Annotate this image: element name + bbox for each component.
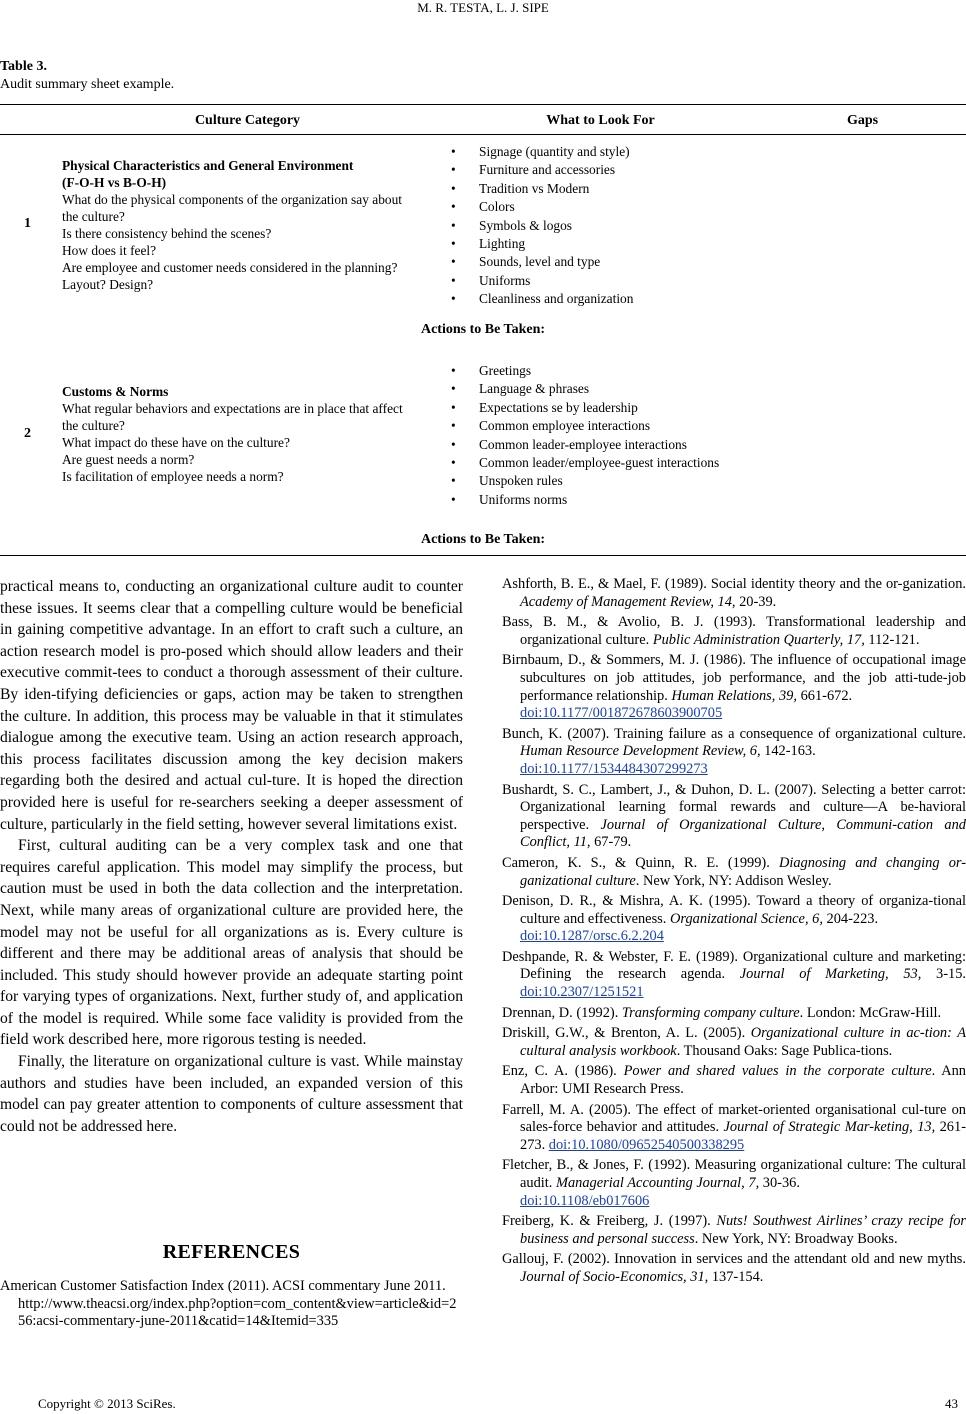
look-for-item: • Common employee interactions (448, 417, 719, 435)
reference-source: Human Resource Development Review, 6, (520, 743, 761, 760)
row-number: 1 (24, 216, 31, 231)
reference-source: Managerial Accounting Journal, 7, (555, 1175, 760, 1191)
category-title: Physical Characteristics and General Environment (62, 158, 354, 173)
look-for-item: • Uniforms (448, 272, 633, 290)
reference-details: 261-273. (520, 1119, 966, 1153)
reference-entry (502, 1157, 966, 1210)
reference-details: 661-672. (796, 687, 853, 704)
reference-source: Nuts! Southwest Airlines’ crazy recipe for business and personal success (520, 1213, 966, 1247)
look-for-item: • Sounds, level and type (448, 253, 633, 271)
reference-source: Transforming company culture (621, 1004, 800, 1021)
reference-authors-title: Enz, C. A. (1986). (502, 1063, 624, 1080)
doi-link[interactable]: doi:10.1177/001872678603900705 (520, 705, 723, 722)
running-header: M. R. TESTA, L. J. SIPE (417, 0, 549, 15)
look-for-list (448, 143, 633, 309)
reference-authors-title: Birnbaum, D., & Sommers, M. J. (1986). The influence of occupational image subcultures on job attitudes, job performance, and the job atti-tude-job performance relationship. (502, 652, 966, 704)
reference-details: 112-121. (864, 631, 920, 648)
reference-source: Public Administration Quarterly, 17, (652, 631, 865, 648)
reference-url: http://www.theacsi.org/index.php?option=com_content&view=article&id=256:acsi-commentary-june-2011&catid=14&Itemid=335 (18, 1295, 457, 1330)
reference-authors-title: Freiberg, K. & Freiberg, J. (1997). (502, 1213, 717, 1230)
category-subtitle: (F-O-H vs B-O-H) (62, 175, 167, 190)
look-for-item: • Greetings (448, 362, 719, 380)
reference-details: . London: McGraw-Hill. (799, 1004, 942, 1021)
column-header-what-to-look-for: What to Look For (546, 113, 655, 128)
reference-details: 137-154. (708, 1268, 764, 1285)
reference-details: 3-15. (921, 966, 966, 983)
look-for-item: • Unspoken rules (448, 472, 719, 490)
column-header-culture-category: Culture Category (194, 113, 301, 128)
table-top-rule (0, 104, 966, 105)
reference-source: Journal of Organizational Culture, Communi-cation and Conflict, 11, (520, 816, 966, 851)
body-column-left (0, 576, 463, 1137)
page-number: 43 (945, 1396, 958, 1411)
category-cell (62, 383, 412, 485)
look-for-item: • Signage (quantity and style) (448, 143, 633, 161)
reference-authors-title: Ashforth, B. E., & Mael, F. (1989). Social identity theory and the or-ganization. (502, 576, 966, 592)
reference-authors-title: Bushardt, S. C., Lambert, J., & Duhon, D. L. (2007). Selecting a better carrot: Organizational learning formal rewards and culture—A be-havioral perspective. (502, 781, 966, 833)
row-number: 2 (24, 426, 31, 441)
look-for-list (448, 362, 719, 509)
body-paragraph: First, cultural auditing can be a very complex task and one that requires careful application. This model may simplify the process, but caution must be used in both the data collection and the interpretation. Next, while many areas of organizational culture are provided here, the model may not be useful for all organizations as is. Every culture is different and there may be additional areas of analysis that should be included. This study should however provide an adequate starting point for varying types of organizations. Next, further study of, and application of the model is required. While some face validity is provided from the field work described here, more rigorous testing is needed. (0, 837, 463, 1049)
doi-link[interactable]: doi:10.1177/1534484307299273 (520, 760, 708, 777)
table-caption (0, 58, 174, 94)
reference-details: . Ann Arbor: UMI Research Press. (520, 1063, 966, 1098)
reference-source: Journal of Marketing, 53, (739, 966, 922, 983)
body-paragraph: Finally, the literature on organizational culture is vast. While mainstay authors and studies have been included, an expanded version of this model can pay greater attention to components of culture assessment that could not be addressed here. (0, 1053, 463, 1135)
look-for-item: • Colors (448, 198, 633, 216)
category-question: How does it feel? (62, 243, 157, 258)
reference-details: 67-79. (590, 834, 632, 851)
reference-source: Human Relations, 39, (671, 687, 797, 704)
reference-authors-title: Fletcher, B., & Jones, F. (1992). Measuring organizational culture: The cultural audit. (502, 1157, 966, 1191)
reference-source: Academy of Management Review, 14, (520, 593, 736, 610)
doi-link[interactable]: doi:10.1287/orsc.6.2.204 (520, 928, 664, 945)
actions-label: Actions to Be Taken: (420, 532, 546, 547)
footer-copyright: Copyright © 2013 SciRes. (38, 1396, 176, 1411)
doi-link[interactable]: doi:10.1108/eb017606 (520, 1192, 650, 1209)
doi-link[interactable]: doi:10.1080/09652540500338295 (548, 1136, 745, 1153)
reference-entry (502, 1005, 966, 1023)
reference-authors-title: Deshpande, R. & Webster, F. E. (1989). Organizational culture and marketing: Defining the research agenda. (502, 948, 966, 983)
reference-entry (502, 576, 966, 611)
reference-entry (502, 1251, 966, 1286)
look-for-item: • Language & phrases (448, 380, 719, 398)
reference-authors-title: Gallouj, F. (2002). Innovation in services and the attendant old and new myths. (502, 1251, 966, 1268)
reference-entry (502, 893, 966, 946)
doi-link[interactable]: doi:10.2307/1251521 (520, 984, 644, 1001)
actions-label: Actions to Be Taken: (420, 322, 546, 337)
reference-entry (502, 1213, 966, 1248)
reference-details: 30-36. (759, 1175, 800, 1191)
reference-details: 204-223. (822, 910, 879, 927)
category-cell (62, 157, 412, 293)
reference-source: Organizational culture in ac-tion: A cultural analysis workbook (520, 1025, 966, 1059)
category-title: Customs & Norms (62, 384, 169, 399)
reference-details: 20-39. (735, 593, 777, 610)
reference-source: Journal of Strategic Mar-keting, 13, (723, 1119, 936, 1136)
look-for-item: • Uniforms norms (448, 491, 719, 509)
reference-details: . Thousand Oaks: Sage Publica-tions. (676, 1042, 893, 1059)
reference-details: . New York, NY: Broadway Books. (694, 1230, 898, 1247)
reference-authors-title: Farrell, M. A. (2005). The effect of market-oriented organisational cul-ture on sales-force behavior and attitudes. (502, 1101, 966, 1136)
reference-authors-title: Drennan, D. (1992). (502, 1004, 622, 1021)
reference-text: American Customer Satisfaction Index (2011). ACSI commentary June 2011. (0, 1278, 446, 1294)
reference-details: . New York, NY: Addison Wesley. (635, 872, 832, 889)
reference-authors-title: Cameron, K. S., & Quinn, R. E. (1999). (502, 854, 779, 871)
category-question: What impact do these have on the culture? (62, 435, 290, 450)
look-for-item: • Cleanliness and organization (448, 290, 633, 308)
reference-entry (0, 1278, 463, 1331)
reference-source: Power and shared values in the corporate culture (623, 1063, 932, 1080)
reference-entry (502, 1102, 966, 1155)
reference-entry (502, 726, 966, 779)
reference-entry (502, 1025, 966, 1060)
table-header-rule (0, 134, 966, 135)
table-label: Table 3. (0, 59, 47, 74)
look-for-item: • Common leader-employee interactions (448, 436, 719, 454)
category-question: Is there consistency behind the scenes? (62, 226, 272, 241)
look-for-item: • Lighting (448, 235, 633, 253)
references-column-right (502, 576, 966, 1290)
references-heading: REFERENCES (162, 1241, 301, 1263)
reference-entry (502, 652, 966, 722)
reference-entry (502, 614, 966, 649)
look-for-item: • Symbols & logos (448, 217, 633, 235)
reference-entry (502, 1063, 966, 1098)
look-for-item: • Common leader/employee-guest interactions (448, 454, 719, 472)
reference-entry (502, 949, 966, 1002)
category-question: What do the physical components of the organization say about the culture? (62, 192, 403, 224)
reference-authors-title: Denison, D. R., & Mishra, A. K. (1995). Toward a theory of organiza-tional culture and effectiveness. (502, 893, 966, 927)
reference-entry (502, 855, 966, 890)
reference-source: Organizational Science, 6, (669, 910, 823, 927)
category-question: Are guest needs a norm? (62, 452, 195, 467)
look-for-item: • Furniture and accessories (448, 161, 633, 179)
table-bottom-rule (0, 555, 966, 556)
reference-source: Journal of Socio-Economics, 31, (520, 1268, 709, 1285)
reference-entry (502, 782, 966, 852)
reference-authors-title: Bunch, K. (2007). Training failure as a consequence of organizational culture. (502, 725, 966, 742)
category-question: Is facilitation of employee needs a norm? (62, 469, 284, 484)
reference-authors-title: Bass, B. M., & Avolio, B. J. (1993). Transformational leadership and organizational culture. (502, 614, 966, 648)
body-paragraph: practical means to, conducting an organizational culture audit to counter these issues. It seems clear that a compelling culture would be beneficial in gaining competitive advantage. In an effort to craft such a culture, an action research model is pro-posed which should allow leaders and their executive commit-tees to conduct a thorough assessment of their culture. By iden-tifying deficiencies or gaps, action may be taken to strengthen the culture. In addition, this process may be valuable in that it stimulates dialogue among the executive team. Using an action research approach, this process facilitates discussion among the key decision makers regarding both the desired and actual cul-ture. It is hoped the direction provided here is useful for re-searchers seeking a deeper assessment of culture, particularly in the field setting, however several limitations exist. (0, 578, 463, 833)
column-header-gaps: Gaps (846, 113, 879, 128)
table-caption-text: Audit summary sheet example. (0, 77, 175, 92)
reference-details: 142-163. (760, 743, 816, 760)
category-question: Are employee and customer needs considered in the planning? Layout? Design? (62, 260, 398, 292)
look-for-item: • Expectations se by leadership (448, 399, 719, 417)
category-question: What regular behaviors and expectations are in place that affect the culture? (62, 401, 403, 433)
reference-authors-title: Driskill, G.W., & Brenton, A. L. (2005). (502, 1025, 751, 1042)
look-for-item: • Tradition vs Modern (448, 180, 633, 198)
reference-source: Diagnosing and changing or-ganizational culture (520, 854, 966, 889)
